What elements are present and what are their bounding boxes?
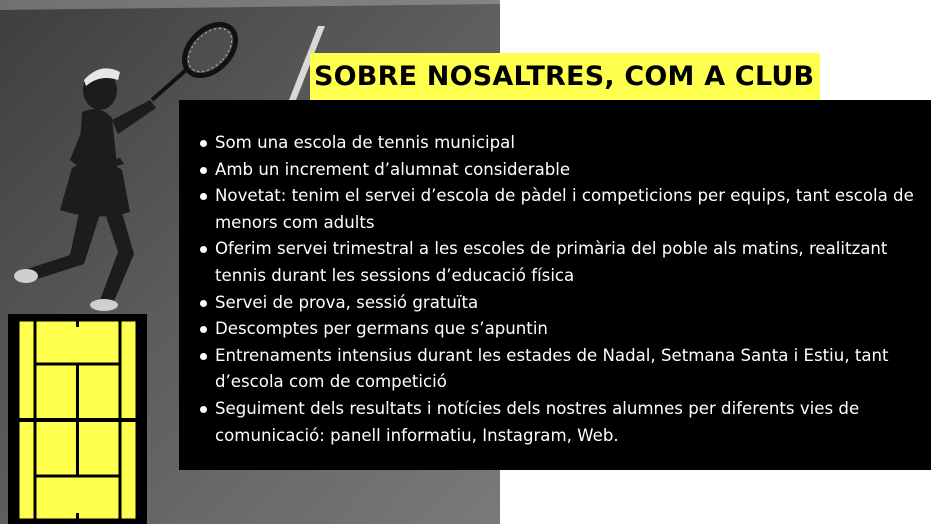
title-banner: [310, 53, 820, 100]
features-list: [179, 100, 931, 449]
list-item: Seguiment dels resultats i notícies dels nostres alumnes per diferents vies de comunicació: panell informatiu, Instagram, Web.: [215, 396, 919, 449]
tennis-court-icon: [8, 314, 147, 524]
list-item: Entrenaments intensius durant les estades de Nadal, Setmana Santa i Estiu, tant d’escola com de competició: [215, 343, 919, 396]
list-item: Amb un increment d’alumnat considerable: [215, 157, 919, 184]
list-item: Som una escola de tennis municipal: [215, 130, 919, 157]
page-title: SOBRE NOSALTRES, COM A CLUB: [314, 61, 815, 92]
list-item: Servei de prova, sessió gratuïta: [215, 290, 919, 317]
info-panel: [179, 100, 931, 470]
list-item: Novetat: tenim el servei d’escola de pàdel i competicions per equips, tant escola de menors com adults: [215, 183, 919, 236]
list-item: Oferim servei trimestral a les escoles de primària del poble als matins, realitzant tennis durant les sessions d’educació física: [215, 236, 919, 289]
list-item: Descomptes per germans que s’apuntin: [215, 316, 919, 343]
